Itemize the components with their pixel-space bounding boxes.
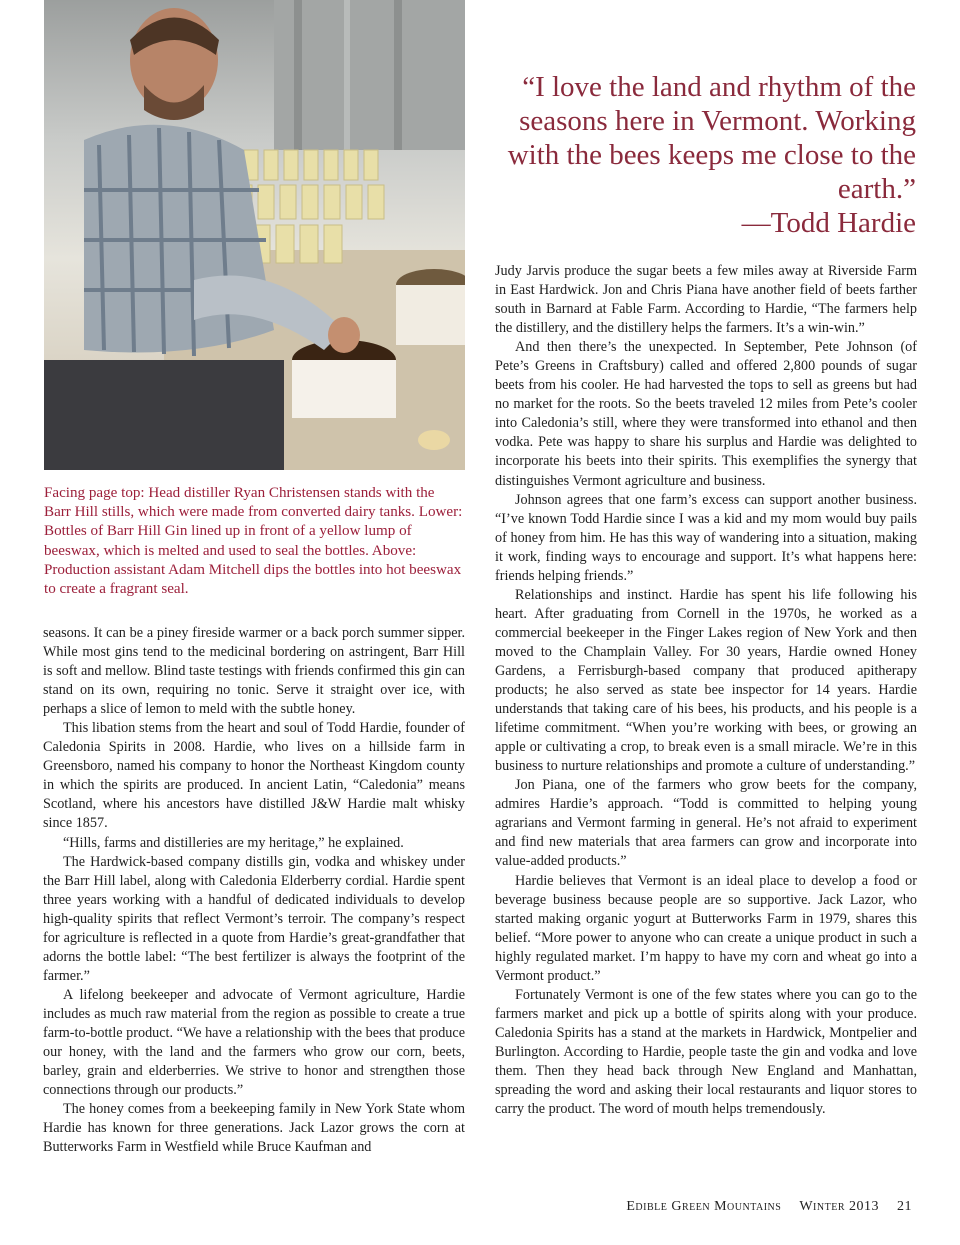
paragraph: Judy Jarvis produce the sugar beets a few miles away at Riverside Farm in East Hardwick. Jon and Chris Piana have another field of beets farther south in Barnard at Fable Farm. According to Hardie, “The farmers help the distillery, and the distillery helps the farmers. It’s a win-win.” [495, 263, 917, 337]
photo-caption: Facing page top: Head distiller Ryan Christensen stands with the Barr Hill stills, which were made from converted dairy tanks. Lower: Bottles of Barr Hill Gin lined up in front of a yellow lump of beeswax, which is melted and used to seal the bottles. Above: Production assistant Adam Mitchell dips the bottles into hot beeswax to create a fragrant seal. [44, 485, 463, 598]
paragraph: seasons. It can be a piney fireside warmer or a back porch summer sipper. While most gins tend to the medicinal bordering on astringent, Barr Hill is soft and mellow. Blind taste testings with friends confirmed this gin can stand on its own, requiring no tonic. Serve it straight over ice, with perhaps a slice of lemon to meld with the subtle honey. [43, 625, 465, 718]
pull-quote [466, 70, 916, 240]
photo-illustration [44, 0, 465, 470]
article-column-right [495, 262, 917, 1119]
paragraph: Relationships and instinct. Hardie has spent his life following his heart. After graduating from Cornell in the 1970s, he worked as a commercial beekeeper in the Finger Lakes region of New York and then moved to the Champlain Valley. For 30 years, Hardie owned Honey Gardens, a Ferrisburgh-based company that produced apitherapy products; he also served as state bee inspector for 14 years. Hardie understands that taking care of his bees, his products, and his people is a lifetime commitment. “When you’re working with bees, or growing an apple or cultivating a crop, to break even is a small miracle. We’re in this business to nurture relationships and promote a culture of understanding.” [495, 586, 917, 775]
paragraph: This libation stems from the heart and soul of Todd Hardie, founder of Caledonia Spirits in 2008. Hardie, who lives on a hillside farm in Greensboro, named his company to honor the Northeast Kingdom county in which the spirits are produced. In ancient Latin, “Caledonia” means Scotland, where his ancestors have distilled J&W Hardie malt whisky since 1857. [43, 720, 465, 832]
publication-name: Edible Green Mountains [626, 1199, 782, 1214]
paragraph: And then there’s the unexpected. In September, Pete Johnson (of Pete’s Greens in Craftsbury) called and offered 2,800 pounds of sugar beets from his cooler. He had harvested the tops to sell as greens but had no market for the roots. So the beets traveled 12 miles from Pete’s cooler into Caledonia’s still, where they were transformed into ethanol and then vodka. Pete was happy to share his surplus and Hardie was delighted to incorporate his beets into their spirits. This exemplifies the synergy that distinguishes Vermont agriculture and business. [495, 339, 917, 489]
photo-bottle-dipping [44, 0, 465, 470]
paragraph: Fortunately Vermont is one of the few states where you can go to the farmers market and pick up a bottle of spirits along with your produce. Caledonia Spirits has a stand at the markets in Hardwick, Montpelier and Burlington. According to Hardie, people taste the gin and vodka and love them. Then they head back through New England and Manhattan, spreading the word and asking their local restaurants and liquor stores to carry the product. The word of mouth helps tremendously. [495, 986, 917, 1118]
pull-quote-text: “I love the land and rhythm of the seasons here in Vermont. Working with the bees keeps me close to the earth.” [507, 71, 916, 205]
paragraph: “Hills, farms and distilleries are my heritage,” he explained. [63, 834, 404, 851]
paragraph: The Hardwick-based company distills gin, vodka and whiskey under the Barr Hill label, along with Caledonia Elderberry cordial. Hardie spent three years working with a handful of dedicated individuals to develop high-quality spirits that reflect Vermont’s terroir. The company’s respect for agriculture is reflected in a quote from Hardie’s great-grandfather that adorns the bottle label: “The best fertilizer is always the footprint of the farmer.” [43, 853, 465, 984]
pull-quote-attribution: —Todd Hardie [741, 207, 916, 239]
issue-date: Winter 2013 [799, 1199, 879, 1214]
paragraph: A lifelong beekeeper and advocate of Vermont agriculture, Hardie includes as much raw material from the region as possible to create a true farm-to-bottle product. “We have a relationship with the bees that produce our honey, with the land and the farmers who grow our corn, beets, barley, grain and elderberries. We strive to honor and strengthen those connections through our products.” [43, 986, 465, 1099]
paragraph: Johnson agrees that one farm’s excess can support another business. “I’ve known Todd Hardie since I was a kid and my mom would buy pails of honey from him. He has this way of wandering into a situation, making it work, finding ways to encourage and support. It’s what happens here: friends helping friends.” [495, 491, 917, 584]
article-column-left [43, 624, 465, 1157]
paragraph: The honey comes from a beekeeping family in New York State whom Hardie has known for three generations. Jack Lazor grows the corn at Butterworks Farm in Westfield while Bruce Kaufman and [43, 1101, 465, 1156]
paragraph: Jon Piana, one of the farmers who grow beets for the company, admires Hardie’s approach. “Todd is committed to helping young agrarians and Vermont farming in general. He’s not afraid to experiment and find new materials that area farmers can grow and incorporate into value-added products.” [495, 777, 917, 870]
paragraph: Hardie believes that Vermont is an ideal place to develop a food or beverage business because people are so supportive. Jack Lazor, who started making organic yogurt at Butterworks Farm in 1979, shares this belief. “More power to anyone who can create a unique product in such a highly regulated market. I’m happy to have my corn and wheat go into a Vermont product.” [495, 872, 917, 984]
page-number: 21 [897, 1199, 912, 1214]
page-footer [612, 1199, 912, 1215]
